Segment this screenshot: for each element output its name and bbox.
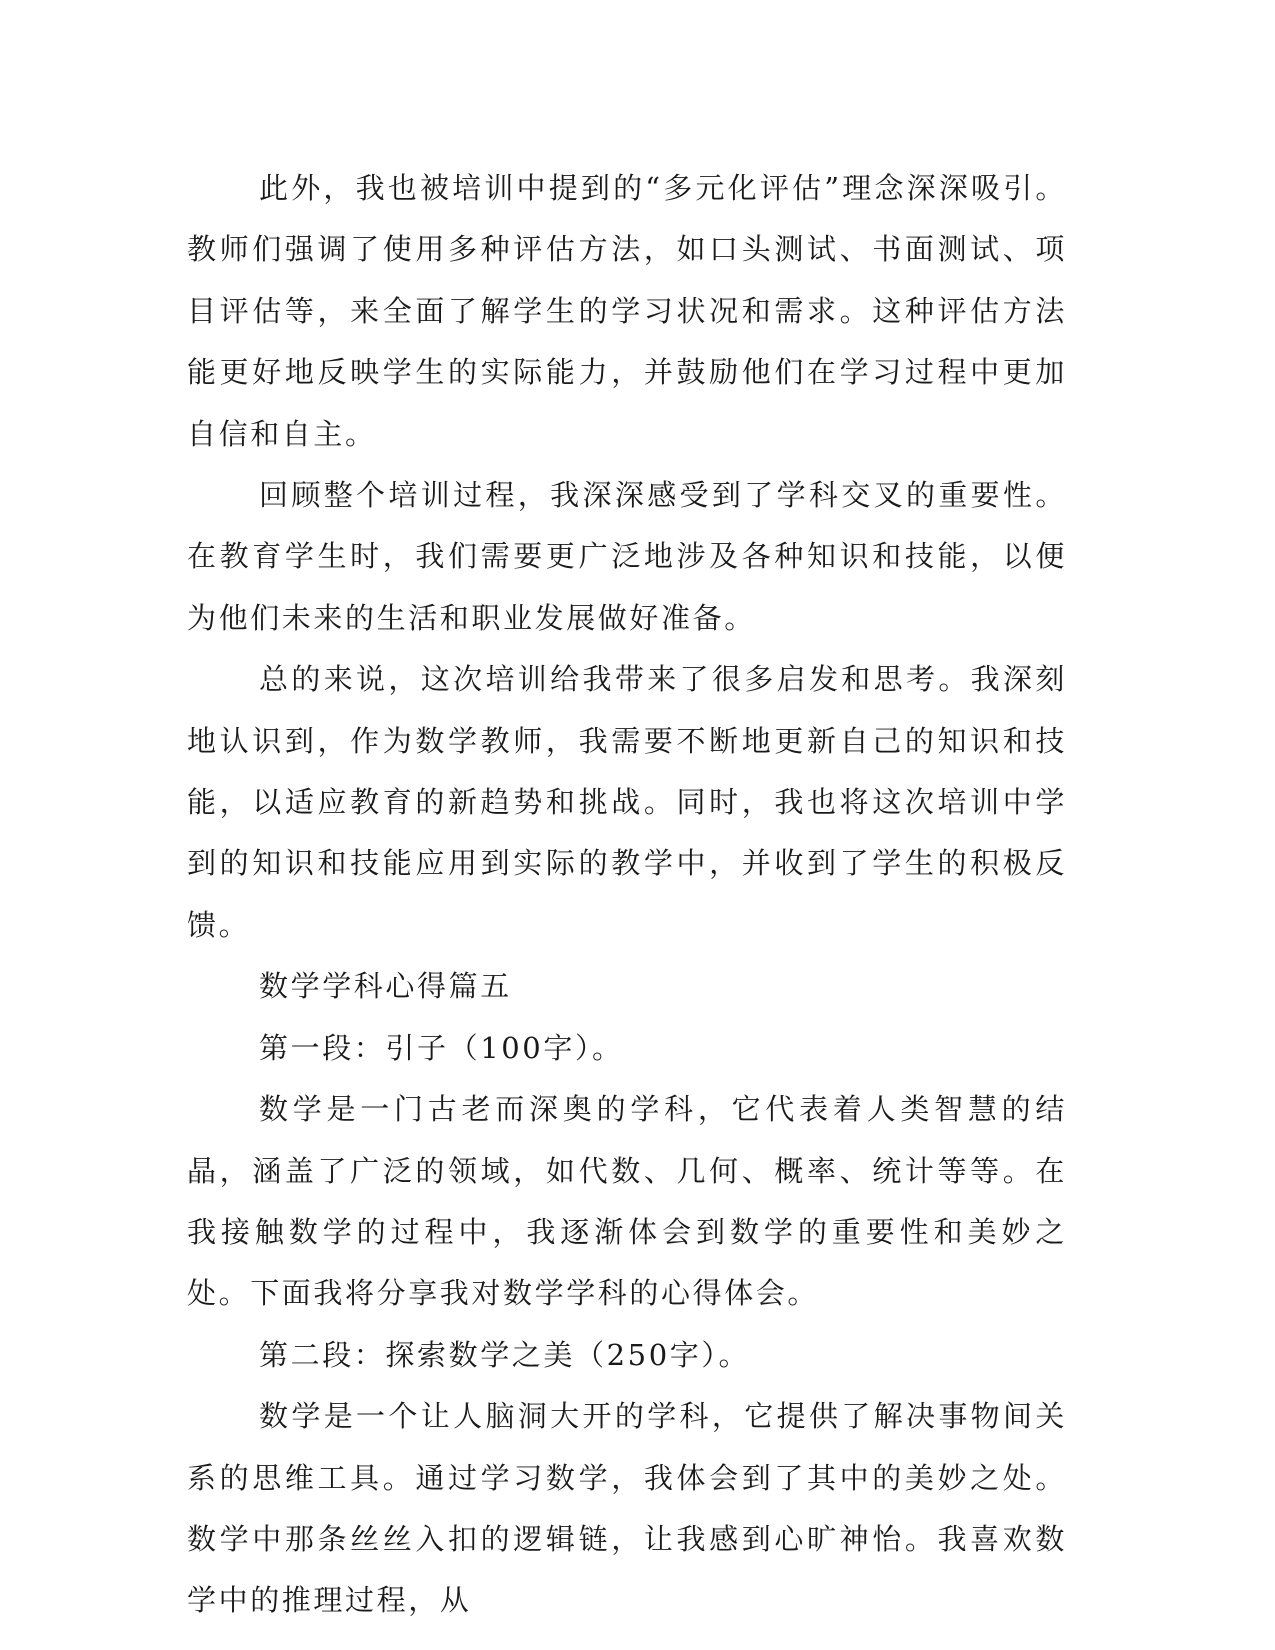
section-heading: 数学学科心得篇五 bbox=[259, 969, 512, 1004]
paragraph-interdisciplinary: 回顾整个培训过程，我深深感受到了学科交叉的重要性。在教育学生时，我们需要更广泛地涉及各种知识和技能，以便为他们未来的生活和职业发展做好准备。 bbox=[187, 478, 1067, 635]
subheading-intro: 第一段：引子（100字）。 bbox=[259, 1030, 624, 1065]
paragraph-intro: 数学是一门古老而深奥的学科，它代表着人类智慧的结晶，涵盖了广泛的领域，如代数、几何、概率、统计等等。在我接触数学的过程中，我逐渐体会到数学的重要性和美妙之处。下面我将分享我对数学学科的心得体会。 bbox=[187, 1092, 1067, 1311]
document-body bbox=[187, 158, 1067, 1632]
paragraph-assessment: 此外，我也被培训中提到的“多元化评估”理念深深吸引。教师们强调了使用多种评估方法，如口头测试、书面测试、项目评估等，来全面了解学生的学习状况和需求。这种评估方法能更好地反映学生的实际能力，并鼓励他们在学习过程中更加自信和自主。 bbox=[187, 171, 1067, 451]
subheading-beauty: 第二段：探索数学之美（250字）。 bbox=[259, 1337, 751, 1372]
paragraph-beauty: 数学是一个让人脑洞大开的学科，它提供了解决事物间关系的思维工具。通过学习数学，我体会到了其中的美妙之处。数学中那条丝丝入扣的逻辑链，让我感到心旷神怡。我喜欢数学中的推理过程，从 bbox=[187, 1399, 1067, 1618]
paragraph-summary: 总的来说，这次培训给我带来了很多启发和思考。我深刻地认识到，作为数学教师，我需要不断地更新自己的知识和技能，以适应教育的新趋势和挑战。同时，我也将这次培训中学到的知识和技能应用到实际的教学中，并收到了学生的积极反馈。 bbox=[187, 662, 1067, 942]
